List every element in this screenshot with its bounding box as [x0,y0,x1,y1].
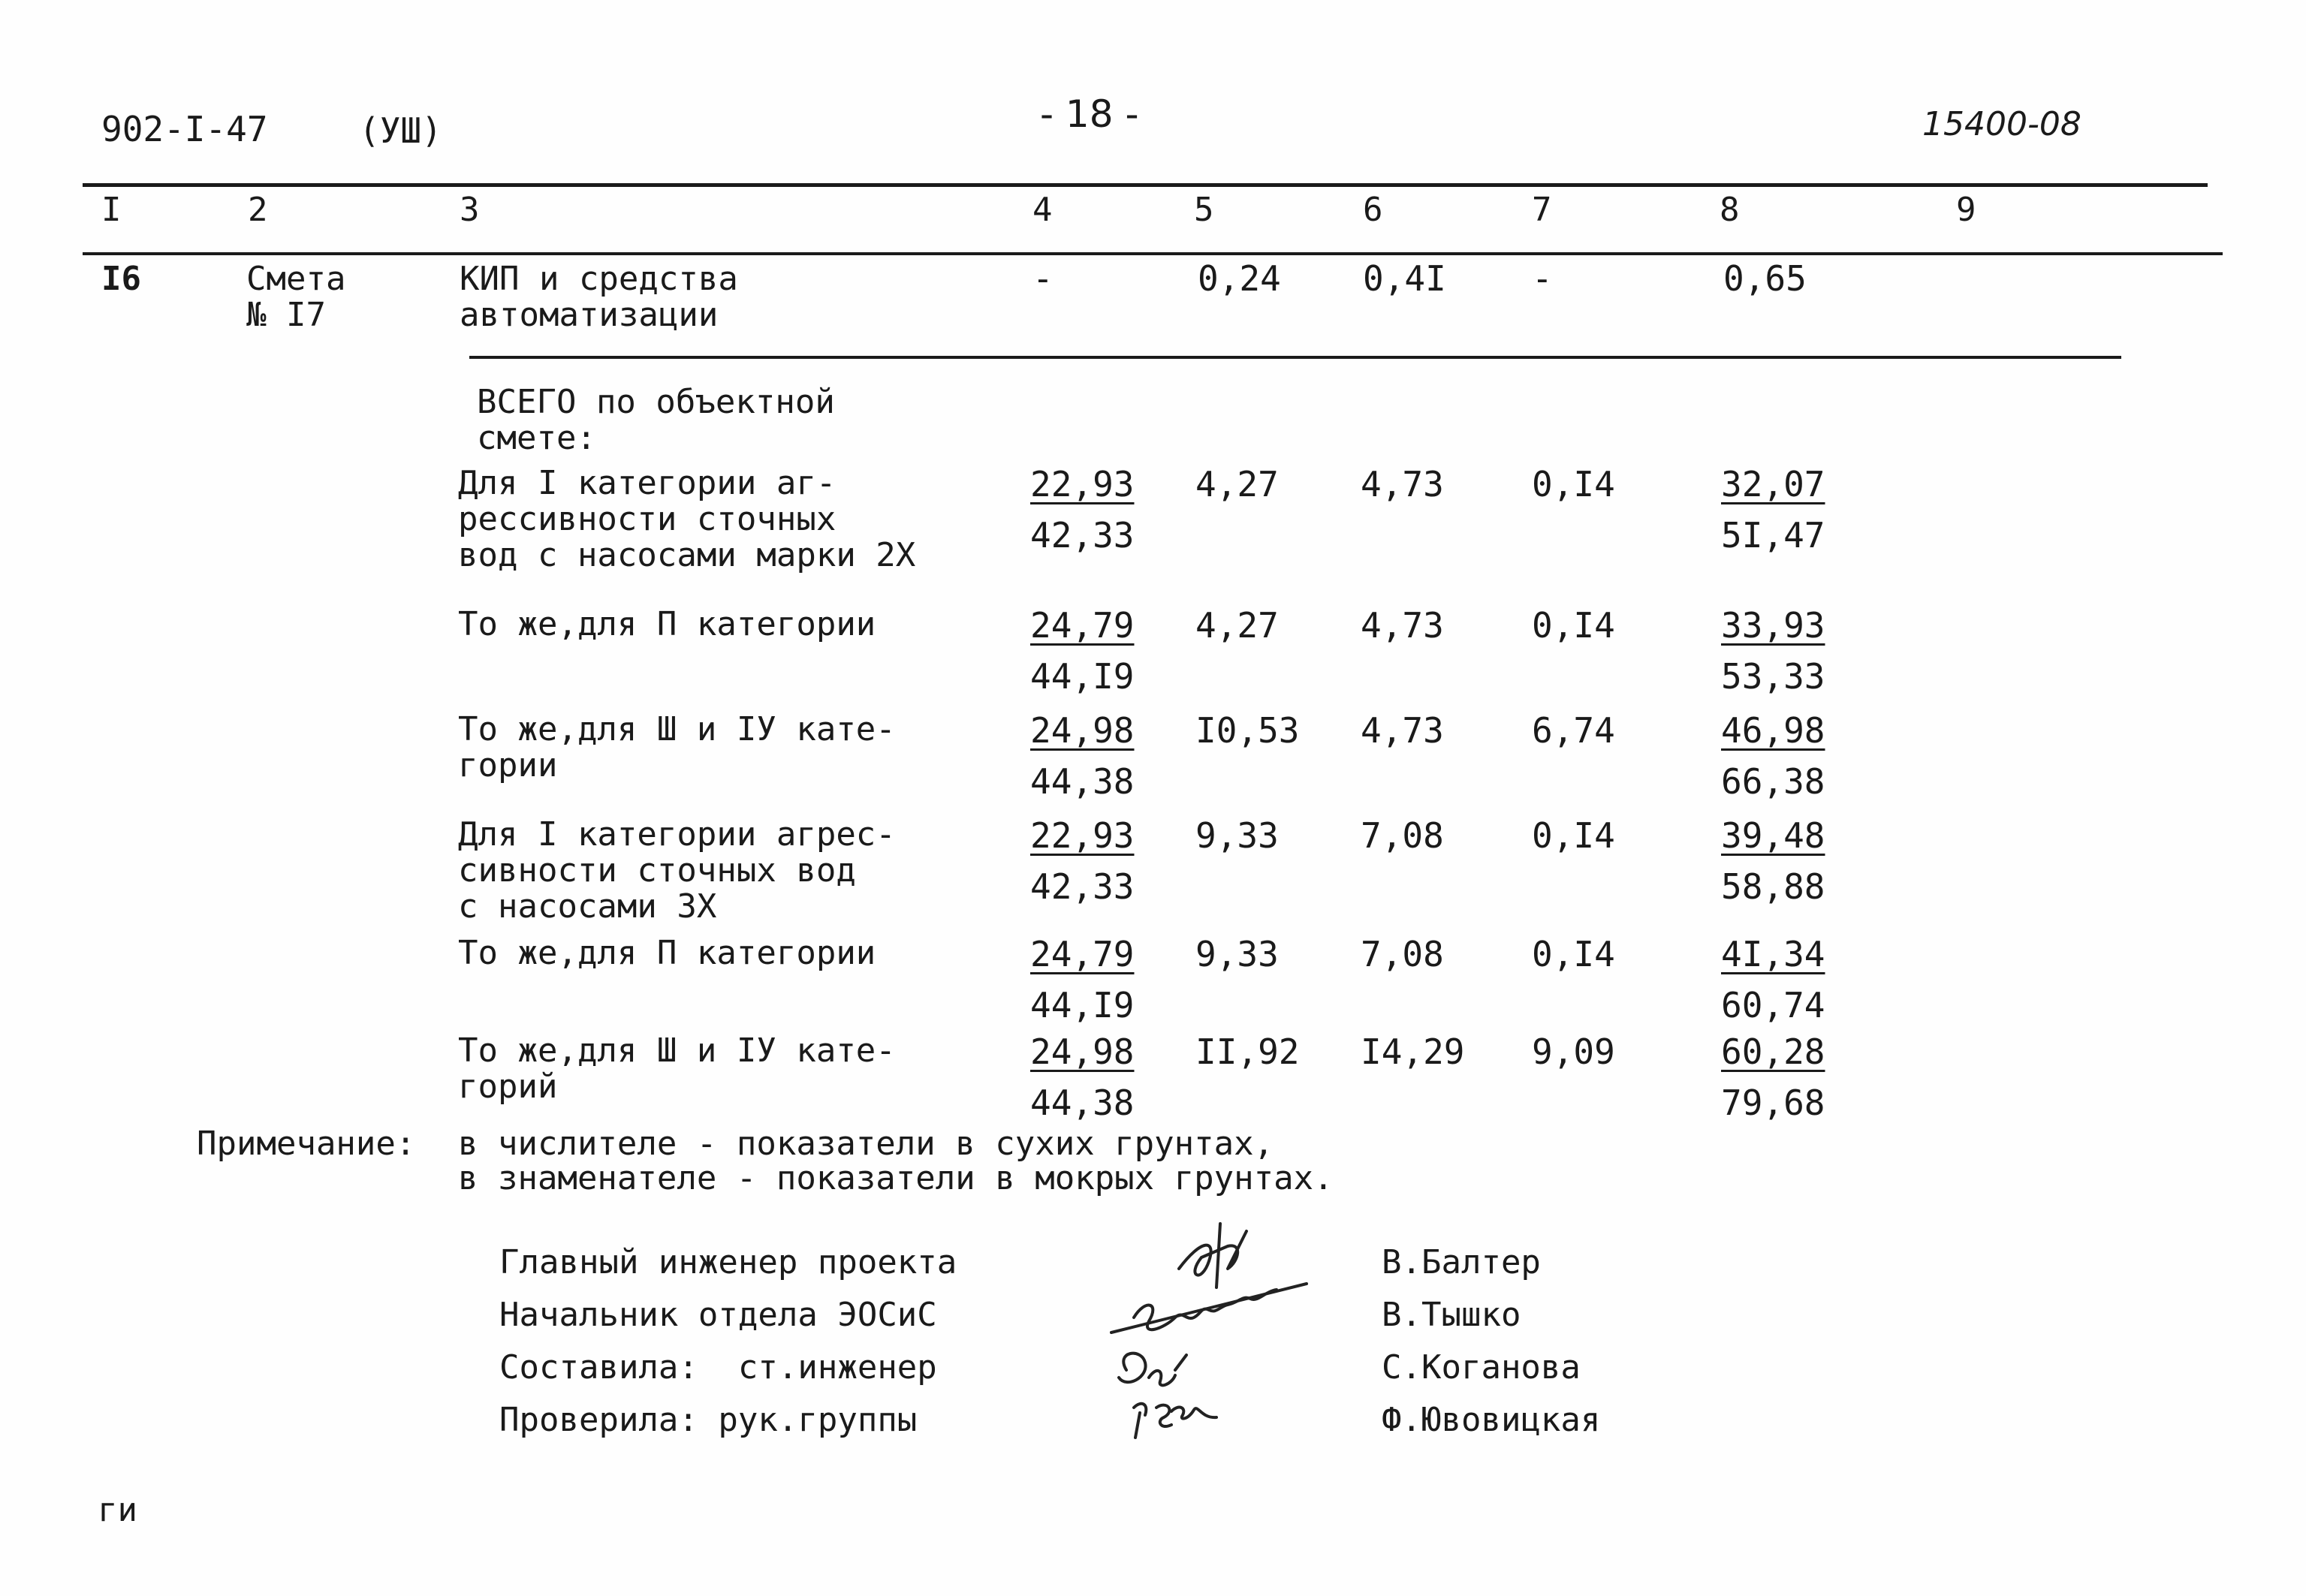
total-row-1-name: Для I категории аг- рессивности сточных вод с насосами марки 2Х [458,464,916,574]
numerator: 39,48 [1721,815,1825,856]
sign-role-chief-engineer: Главный инженер проекта [499,1243,957,1281]
note-line-2: в знаменателе - показатели в мокрых грунтах. [458,1159,1334,1197]
col-header-3: 3 [460,191,480,229]
numerator: 22,93 [1030,464,1135,504]
denominator: 42,33 [1030,866,1135,907]
denominator: 79,68 [1721,1083,1825,1123]
row16-col4: - [1032,258,1054,299]
handwritten-signatures [1089,1216,1359,1456]
note-line-1: в числителе - показатели в сухих грунтах, [458,1125,1274,1163]
total-row-4-col5: 9,33 [1195,815,1279,856]
col-header-9: 9 [1956,191,1976,229]
total-row-6-col7: 9,09 [1532,1031,1615,1072]
total-row-4-col6: 7,08 [1361,815,1444,856]
total-row-3-col4 [1030,712,1134,800]
denominator: 66,38 [1721,761,1825,802]
total-row-1-col5: 4,27 [1195,464,1279,504]
total-row-1-col8 [1721,465,1825,554]
denominator: 44,38 [1030,1083,1135,1123]
col-header-1: I [101,191,122,229]
total-row-3-col6: 4,73 [1361,710,1444,751]
total-row-4-name: Для I категории агрес- сивности сточных вод с насосами 3Х [458,815,896,926]
volume-label: (УШ) [359,110,442,151]
denominator: 58,88 [1721,866,1825,907]
total-row-5-name: То же,для П категории [458,934,876,972]
numerator: 46,98 [1721,710,1825,751]
page-number: - 18 - [1040,92,1139,136]
sign-role-compiler: Составила: ст.инженер [499,1348,937,1387]
numerator: 24,79 [1030,934,1135,974]
note-label: Примечание: [197,1125,416,1163]
total-row-3-name: То же,для Ш и IУ кате- гории [458,710,896,784]
total-row-5-col4 [1030,935,1134,1024]
total-row-3-col8 [1721,712,1825,800]
total-row-4-col7: 0,I4 [1532,815,1615,856]
header-bottom-rule [83,252,2223,255]
numerator: 32,07 [1721,464,1825,504]
total-row-5-col7: 0,I4 [1532,934,1615,974]
total-row-3-col7: 6,74 [1532,710,1615,751]
footer-mark: ги [98,1491,137,1529]
total-row-5-col8 [1721,935,1825,1024]
row16-col8: 0,65 [1723,258,1807,299]
col-header-5: 5 [1194,191,1214,229]
total-row-2-col4 [1030,607,1134,695]
archive-number: 15400-08 [1922,105,2081,143]
total-row-2-col6: 4,73 [1361,605,1444,646]
row-name: КИП и средства автоматизации [460,260,738,334]
col-header-8: 8 [1720,191,1740,229]
sign-name-checker: Ф.Ювовицкая [1382,1401,1601,1439]
total-row-5-col5: 9,33 [1195,934,1279,974]
numerator: 4I,34 [1721,934,1825,974]
sign-name-chief-engineer: В.Балтер [1382,1243,1541,1281]
col-header-6: 6 [1363,191,1383,229]
col-header-2: 2 [248,191,268,229]
total-row-2-name: То же,для П категории [458,605,876,643]
total-row-6-col6: I4,29 [1361,1031,1465,1072]
row-number: I6 [101,260,141,298]
row-source: Смета № I7 [246,260,346,334]
total-row-6-col8 [1721,1033,1825,1122]
total-row-2-col5: 4,27 [1195,605,1279,646]
numerator: 24,98 [1030,1031,1135,1072]
total-row-1-col4 [1030,465,1134,554]
sign-role-department-head: Начальник отдела ЭОСиС [499,1296,937,1334]
total-row-6-name: То же,для Ш и IУ кате- горий [458,1031,896,1106]
total-row-2-col7: 0,I4 [1532,605,1615,646]
numerator: 24,98 [1030,710,1135,751]
total-row-1-col7: 0,I4 [1532,464,1615,504]
row16-col6: 0,4I [1363,258,1446,299]
total-row-6-col5: II,92 [1195,1031,1300,1072]
numerator: 22,93 [1030,815,1135,856]
denominator: 44,I9 [1030,985,1135,1025]
row16-col7: - [1532,258,1553,299]
sign-name-department-head: В.Тышко [1382,1296,1521,1334]
total-row-1-col6: 4,73 [1361,464,1444,504]
document-code: 902-I-47 [101,109,268,149]
denominator: 44,38 [1030,761,1135,802]
row16-col5: 0,24 [1198,258,1281,299]
sign-role-checker: Проверила: рук.группы [499,1401,918,1439]
denominator: 42,33 [1030,515,1135,556]
numerator: 33,93 [1721,605,1825,646]
total-row-4-col8 [1721,817,1825,905]
subtotal-rule [469,356,2121,359]
denominator: 5I,47 [1721,515,1825,556]
denominator: 44,I9 [1030,656,1135,697]
total-row-2-col8 [1721,607,1825,695]
total-heading: ВСЕГО по объектной смете: [477,383,835,457]
total-row-4-col4 [1030,817,1134,905]
total-row-5-col6: 7,08 [1361,934,1444,974]
denominator: 60,74 [1721,985,1825,1025]
col-header-7: 7 [1532,191,1552,229]
denominator: 53,33 [1721,656,1825,697]
numerator: 60,28 [1721,1031,1825,1072]
total-row-3-col5: I0,53 [1195,710,1300,751]
sign-name-compiler: С.Коганова [1382,1348,1581,1387]
numerator: 24,79 [1030,605,1135,646]
total-row-6-col4 [1030,1033,1134,1122]
header-top-rule [83,183,2208,187]
col-header-4: 4 [1032,191,1053,229]
